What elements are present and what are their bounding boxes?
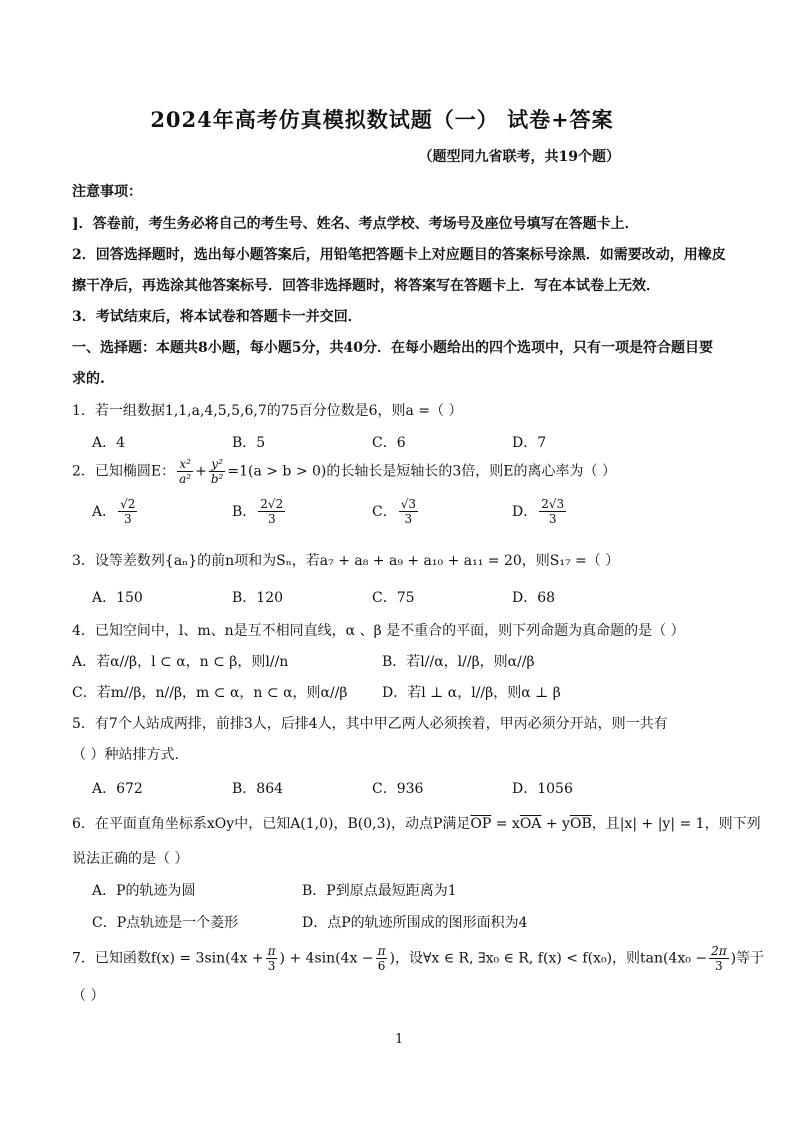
option-b: B．864 <box>232 781 284 797</box>
notice-2-cont: 擦干净后，再选涂其他答案标号．回答非选择题时，将答案写在答题卡上．写在本试卷上无效． <box>72 278 660 294</box>
option-d <box>512 497 568 526</box>
option-d-num: 2√3 <box>541 497 565 511</box>
q7-frac-2 <box>376 944 388 973</box>
option-c-frac <box>399 497 418 526</box>
q2-frac-x-num: x² <box>177 457 193 472</box>
q7-stem-c: )等于 <box>730 950 765 967</box>
option-b: B．120 <box>232 590 284 606</box>
question-2-options <box>92 497 568 526</box>
option-d: D．1056 <box>512 781 573 797</box>
q2-frac-y-num: y² <box>209 457 226 472</box>
option-b: B．5 <box>232 435 266 451</box>
vector-ob: $\overline{OB}$ <box>569 816 592 832</box>
option-d-den: 3 <box>548 512 557 526</box>
question-3-options <box>92 587 555 607</box>
question-6-stem <box>72 813 761 833</box>
option-c <box>372 497 512 526</box>
option-c: C．75 <box>372 590 415 606</box>
notice-heading: 注意事项： <box>72 184 142 200</box>
option-b-num: 2√2 <box>260 497 284 511</box>
section-heading-cont: 求的. <box>72 371 105 387</box>
q7-frac-3-den: 3 <box>715 959 723 973</box>
section-heading: 一、选择题：本题共8小题，每小题5分，共40分．在每小题给出的四个选项中，只有一项是符合题目要 <box>72 340 713 356</box>
question-5-stem: 5．有7个人站成两排，前排3人，后排4人，其中甲乙两人必须挨着，甲丙必须分开站，则一共有 <box>72 716 668 732</box>
page-title: 2024年高考仿真模拟数试题（一） 试卷+答案 <box>150 107 614 132</box>
q2-frac-x <box>177 457 193 486</box>
option-a-num: √2 <box>120 497 136 511</box>
option-c: C．936 <box>372 781 424 797</box>
question-1-stem: 1．若一组数据1,1,a,4,5,5,6,7的75百分位数是6，则a =（ ） <box>72 403 463 419</box>
option-c: C．若m//β，n//β，m ⊂ α，n ⊂ α，则α//β <box>72 685 348 701</box>
option-d: D．点P的轨迹所围成的图形面积为4 <box>302 915 528 931</box>
q6-stem-a: 6．在平面直角坐标系xOy中，已知A(1,0)，B(0,3)，动点P满足 <box>72 816 471 832</box>
q2-plus: + <box>195 463 207 480</box>
option-a: A．P的轨迹为圆 <box>92 883 196 899</box>
notice-1: ]．答卷前，考生务必将自己的考生号、姓名、考点学校、考场号及座位号填写在答题卡上． <box>72 216 639 232</box>
option-c: C．6 <box>372 435 406 451</box>
option-b-frac <box>258 497 285 526</box>
option-c-den: 3 <box>404 512 413 526</box>
q7-frac-1-num: π <box>267 944 276 958</box>
option-d: D．68 <box>512 590 556 606</box>
question-5-stem-cont: （ ）种站排方式. <box>72 747 179 763</box>
question-6-options-cd <box>92 912 528 932</box>
q7-frac-1 <box>266 944 278 973</box>
q7-frac-3-num: 2π <box>711 944 727 958</box>
q2-frac-y <box>209 457 226 486</box>
vector-oa: $\overline{OA}$ <box>519 816 542 832</box>
q7-frac-2-num: π <box>377 944 386 958</box>
q7-stem-b: )，设∀x ∈ R, ∃x₀ ∈ R, f(x) < f(x₀)，则tan(4x₀ − <box>389 950 708 967</box>
option-a: A．4 <box>92 435 126 451</box>
notice-2: 2．回答选择题时，选出每小题答案后，用铅笔把答题卡上对应题目的答案标号涂黑．如需要改动，用橡皮 <box>72 247 726 263</box>
q6-eq1: = x <box>491 816 520 832</box>
q2-frac-x-den: a² <box>179 472 192 486</box>
question-7-stem-cont: （ ） <box>72 988 105 1004</box>
vector-op: $\overline{OP}$ <box>470 816 492 832</box>
q7-frac-1-den: 3 <box>267 959 276 973</box>
page-number: 1 <box>395 1032 404 1047</box>
option-a <box>92 497 232 526</box>
option-b <box>232 497 372 526</box>
option-a: A．672 <box>92 781 143 797</box>
option-b-label: B． <box>232 503 257 520</box>
question-2-stem <box>72 457 616 486</box>
q6-eq2: + y <box>541 816 570 832</box>
option-c: C．P点轨迹是一个菱形 <box>92 915 239 931</box>
option-a: A．150 <box>92 590 143 606</box>
question-6-options-ab <box>92 880 457 900</box>
option-b: B．若l//α，l//β，则α//β <box>382 654 535 670</box>
q6-stem-b: ，且|x| + |y| = 1，则下列 <box>591 816 761 832</box>
option-d-label: D． <box>512 503 538 520</box>
option-b: B．P到原点最短距离为1 <box>302 883 457 899</box>
option-b-den: 3 <box>267 512 276 526</box>
q7-frac-3 <box>709 944 729 973</box>
question-5-options <box>92 778 573 798</box>
option-a-label: A． <box>92 503 117 520</box>
page-subtitle: （题型同九省联考，共19个题） <box>418 149 620 165</box>
question-6-stem-cont: 说法正确的是（ ） <box>72 851 189 867</box>
option-c-label: C． <box>372 503 397 520</box>
question-4-stem: 4．已知空间中，l、m、n是互不相同直线，α 、β 是不重合的平面，则下列命题为真命题的是（ ） <box>72 623 685 639</box>
option-c-num: √3 <box>400 497 416 511</box>
option-a: A．若α//β，l ⊂ α，n ⊂ β，则l//n <box>72 654 289 670</box>
option-d: D．若l ⊥ α，l//β，则α ⊥ β <box>382 685 561 701</box>
option-d: D．7 <box>512 435 547 451</box>
question-3-stem: 3．设等差数列{aₙ}的前n项和为Sₙ，若a₇ + a₈ + a₉ + a₁₀ + a₁₁ = 20，则S₁₇ =（ ） <box>72 553 620 569</box>
q2-stem-post: =1(a > b > 0)的长轴长是短轴长的3倍，则E的离心率为（ ） <box>227 463 616 480</box>
q2-stem-pre: 2．已知椭圆E： <box>72 463 176 480</box>
q2-frac-y-den: b² <box>210 472 224 486</box>
option-a-den: 3 <box>123 512 132 526</box>
option-a-frac <box>118 497 137 526</box>
question-1-options <box>92 432 546 452</box>
option-d-frac <box>539 497 566 526</box>
question-4-options-cd <box>72 682 561 702</box>
q7-stem-mid: ) + 4sin(4x − <box>279 950 374 967</box>
question-4-options-ab <box>72 651 535 671</box>
question-7-stem <box>72 944 764 973</box>
notice-3: 3．考试结束后，将本试卷和答题卡一并交回． <box>72 309 362 325</box>
q7-stem-a: 7．已知函数f(x) = 3sin(4x + <box>72 950 264 967</box>
q7-frac-2-den: 6 <box>377 959 386 973</box>
